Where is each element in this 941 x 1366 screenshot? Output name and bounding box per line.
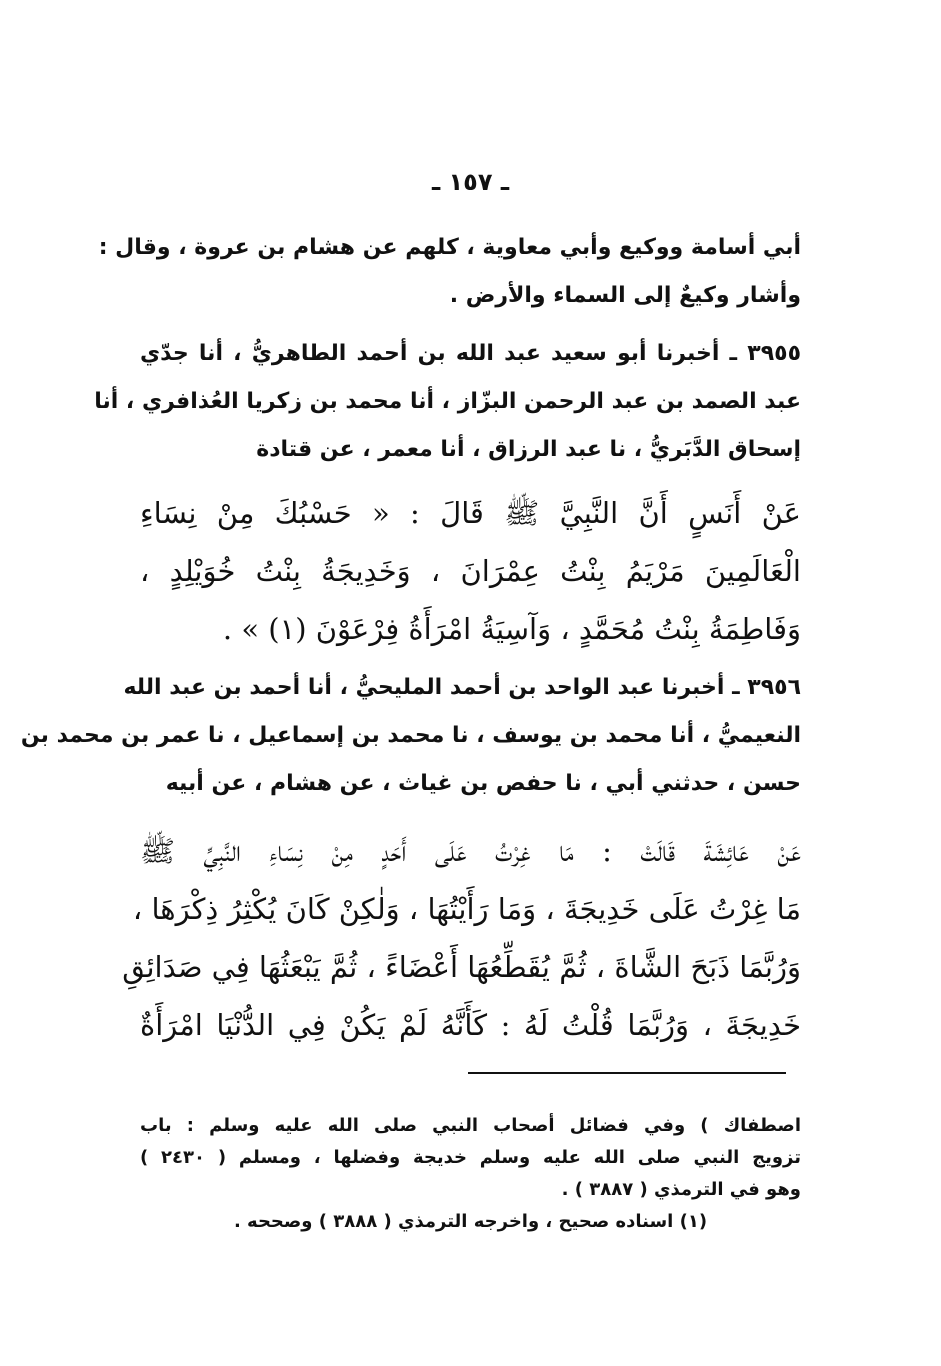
- matn-line: الْعَالَمِينَ مَرْيَمُ بِنْتُ عِمْرَانَ ، وَخَدِيجَةُ بِنْتُ خُوَيْلِدٍ ،: [140, 554, 801, 588]
- matn-line: عَنْ أَنَسٍ أَنَّ النَّبِيَّ ﷺ قَالَ : « حَسْبُكَ مِنْ نِسَاءِ: [140, 496, 801, 530]
- matn-line: وَرُبَّمَا ذَبَحَ الشَّاةَ ، ثُمَّ يُقَطِّعُهَا أَعْضَاءً ، ثُمَّ يَبْعَثُهَا فِي صَدَائِقِ: [122, 950, 801, 984]
- matn-line: عَنْ عَائِشَةَ قَالَتْ : مَا غِرْتُ عَلَى أَحَدٍ مِنْ نِسَاءِ النَّبِيِّ ﷺ: [140, 834, 801, 868]
- continuation-text: [98, 224, 801, 320]
- text-line: أبي أسامة ووكيع وأبي معاوية ، كلهم عن هشام بن عروة ، وقال :: [98, 235, 801, 260]
- hadith-3956-isnad: [20, 664, 801, 808]
- matn-line: وَفَاطِمَةُ بِنْتُ مُحَمَّدٍ ، وَآسِيَةُ امْرَأَةُ فِرْعَوْنَ (١) » .: [222, 612, 801, 646]
- hadith-3955-matn: [140, 484, 801, 658]
- page-number: ـ ١٥٧ ـ: [431, 168, 510, 196]
- isnad-line: إسحاق الدَّبَريُّ ، نا عبد الرزاق ، أنا معمر ، عن قتادة: [256, 437, 801, 462]
- isnad-line: ٣٩٥٦ ـ أخبرنا عبد الواحد بن أحمد المليحيُّ ، أنا أحمد بن عبد الله: [123, 675, 801, 700]
- hadith-3956-matn: [122, 822, 801, 1054]
- footnote-1: (١) اسناده صحيح ، واخرجه الترمذي ( ٣٨٨٨ ) وصححه .: [233, 1211, 708, 1232]
- footnote-line: تزويج النبي صلى الله عليه وسلم خديجة وفضلها ، ومسلم ( ٢٤٣٠ ): [140, 1147, 801, 1168]
- text-line: وأشار وكيعٌ إلى السماء والأرض .: [449, 283, 801, 308]
- footnote-line: اصطفاك ) وفي فضائل أصحاب النبي صلى الله عليه وسلم : باب: [140, 1115, 801, 1136]
- matn-line: خَدِيجَةَ ، وَرُبَّمَا قُلْتُ لَهُ : كَأَنَّهُ لَمْ يَكُنْ فِي الدُّنْيَا امْرَأَةٌ: [140, 1008, 801, 1042]
- isnad-line: عبد الصمد بن عبد الرحمن البزّاز ، أنا محمد بن زكريا العُذافري ، أنا: [94, 389, 801, 414]
- matn-line: مَا غِرْتُ عَلَى خَدِيجَةَ ، وَمَا رَأَيْتُهَا ، وَلٰكِنْ كَانَ يُكْثِرُ ذِكْرَهَا ،: [132, 892, 801, 926]
- footnote-line: وهو في الترمذي ( ٣٨٨٧ ) .: [561, 1179, 801, 1200]
- footnotes: [140, 1110, 801, 1238]
- isnad-line: حسن ، حدثني أبي ، نا حفص بن غياث ، عن هشام ، عن أبيه: [165, 771, 801, 796]
- hadith-3955-isnad: [94, 330, 801, 474]
- isnad-line: ٣٩٥٥ ـ أخبرنا أبو سعيد عبد الله بن أحمد الطاهريُّ ، أنا جدّي: [140, 341, 801, 366]
- footnote-divider: [468, 1072, 786, 1074]
- isnad-line: النعيميُّ ، أنا محمد بن يوسف ، نا محمد بن إسماعيل ، نا عمر بن محمد بن: [20, 723, 801, 748]
